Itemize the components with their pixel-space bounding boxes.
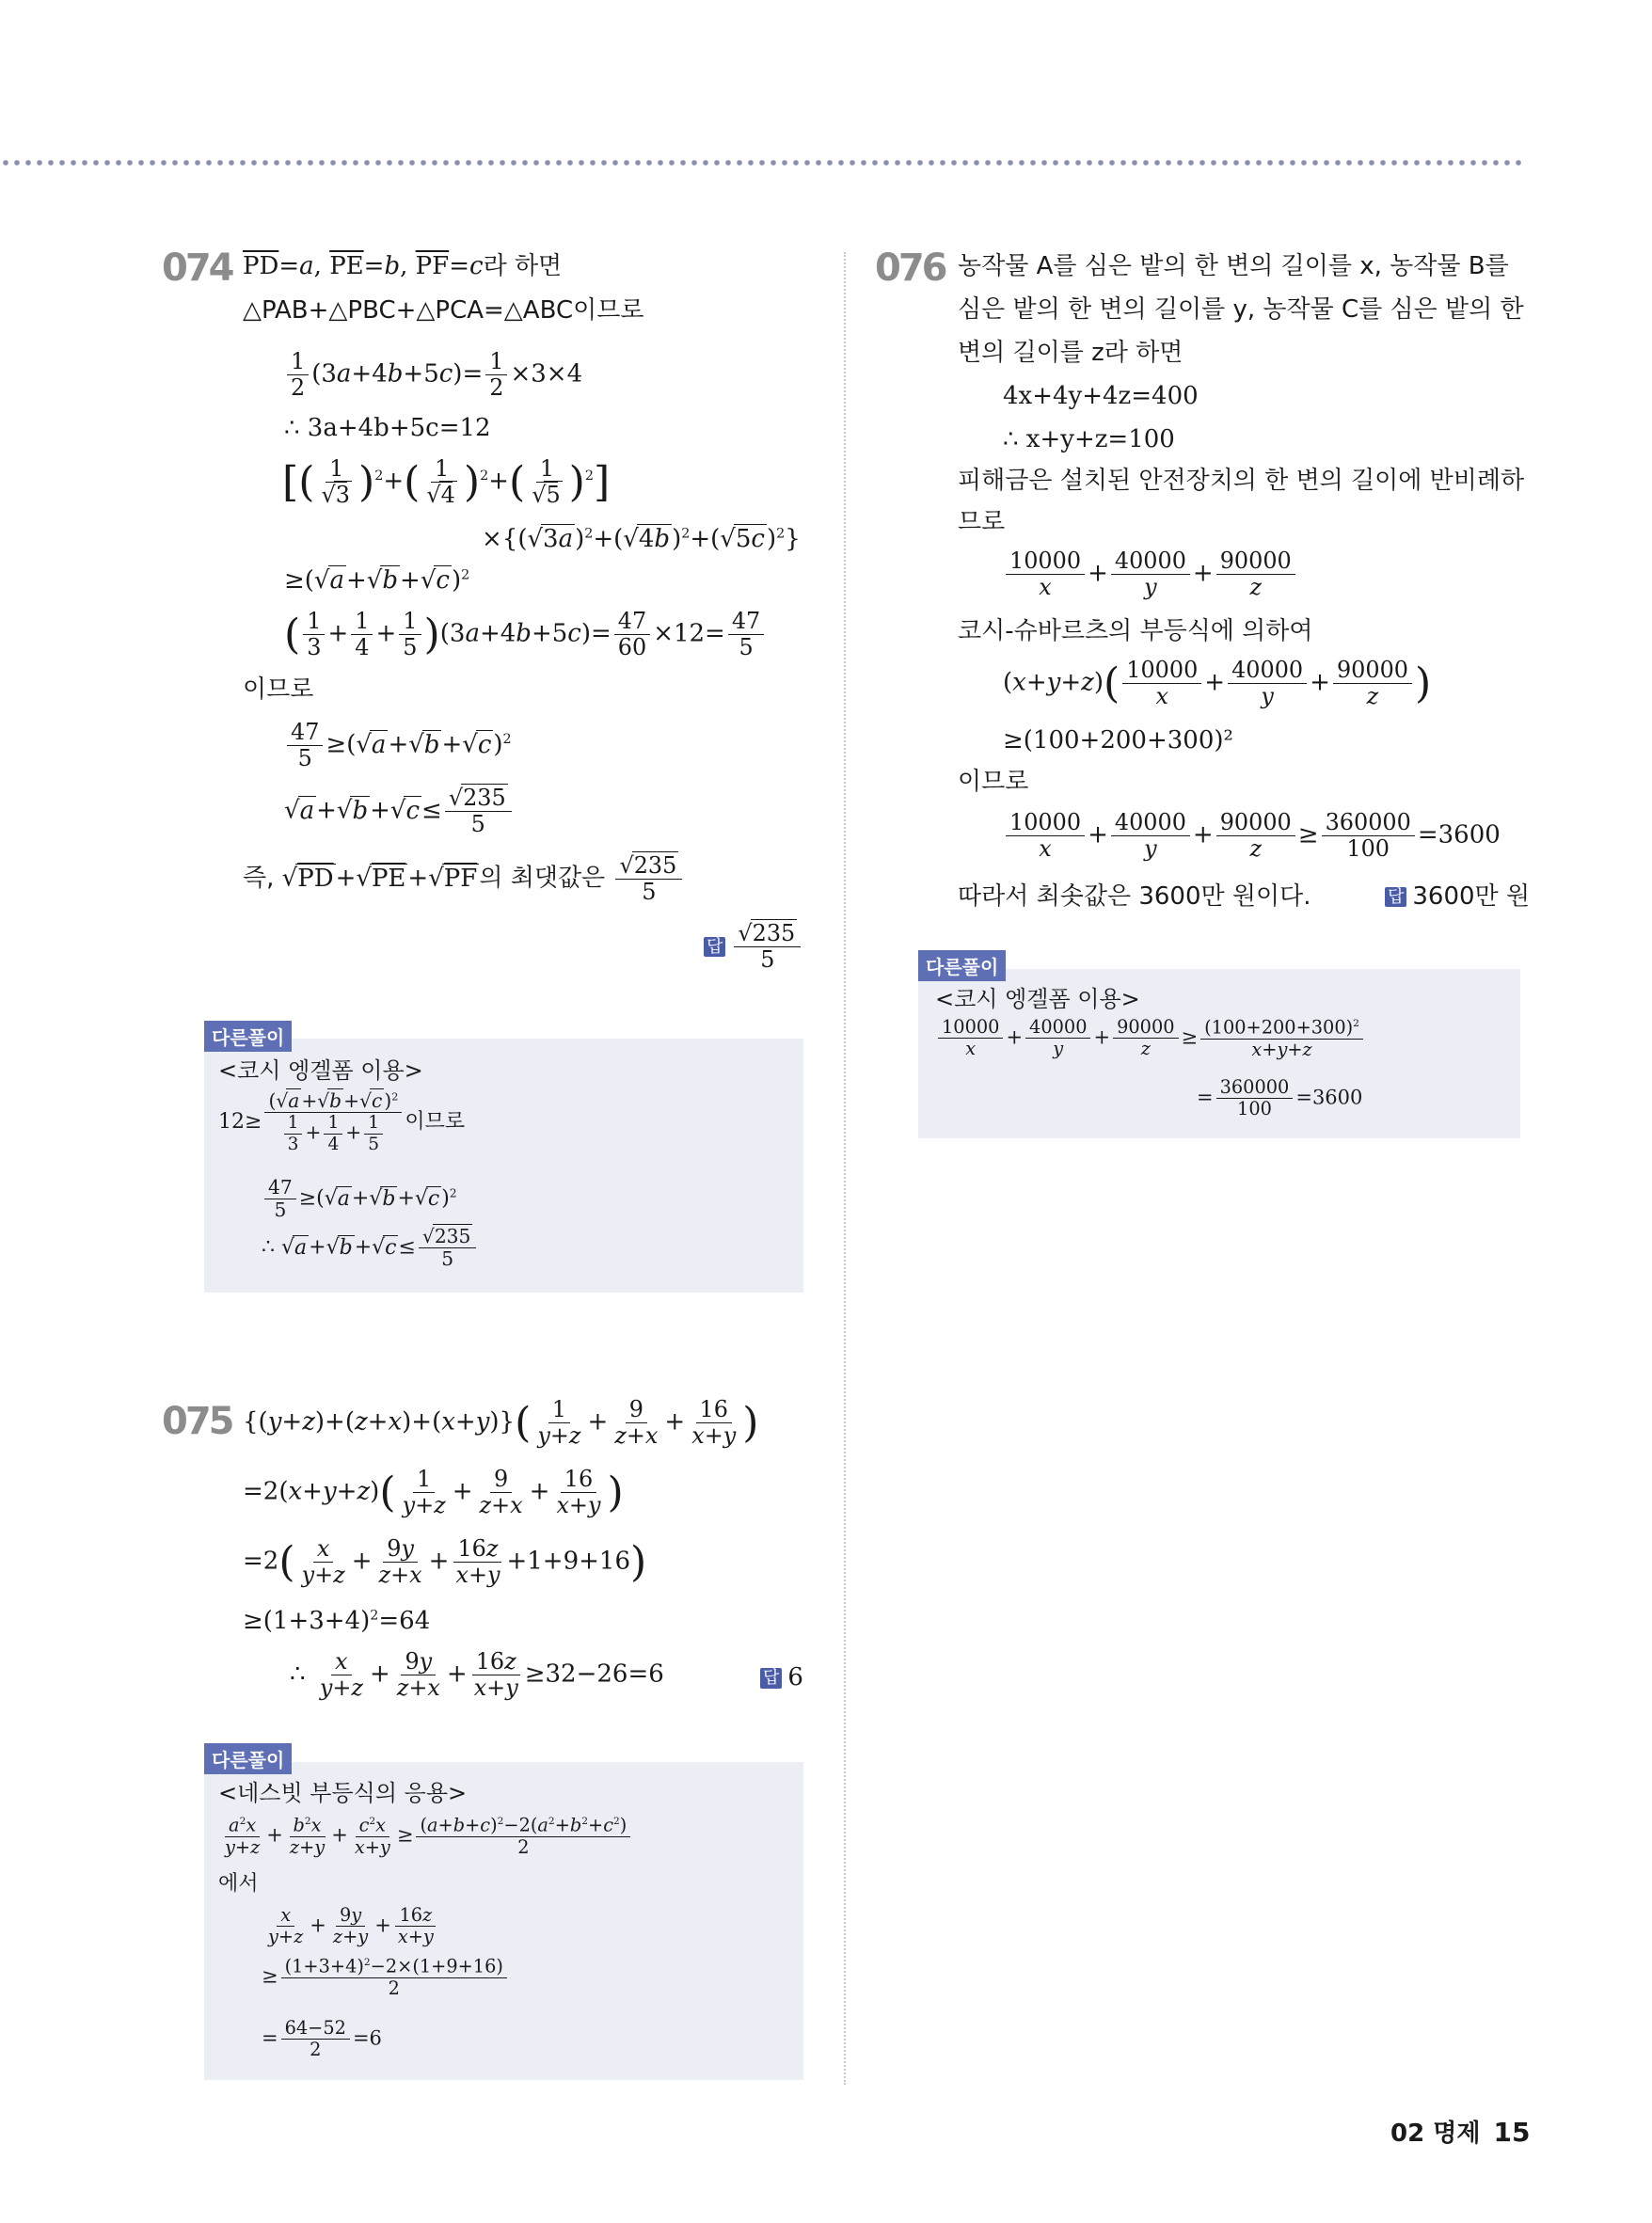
column-divider (844, 252, 846, 2085)
problem-number-076: 076 (875, 246, 945, 290)
p076-line-7: 이므로 (958, 768, 1029, 796)
p075-alt-title: <네스빗 부등식의 응용> (218, 1780, 468, 1806)
p076-alt-tag: 다른풀이 (918, 950, 1006, 981)
p074-therefore: 이므로 (243, 675, 314, 704)
p075-eq-3: =2( $\frac{x}{y+z}$ + $\frac{9y}{z+x}$ + $\frac{16z}{x+y}$ +1+9+16) (243, 1535, 647, 1589)
p076-line-1: 농작물 A를 심은 밭의 한 변의 길이를 x, 농작물 B를 (958, 252, 1509, 280)
p076-line-3: 변의 길이를 z라 하면 (958, 339, 1183, 367)
p076-alt-eq-2: = $\frac{360000}{100}$ =3600 (1197, 1076, 1363, 1120)
p075-answer: 답 6 (760, 1663, 803, 1692)
p074-answer: 답 $\frac{√235}{5}$ (704, 922, 803, 972)
p076-line-4: 피해금은 설치된 안전장치의 한 변의 길이에 반비례하 (958, 467, 1525, 495)
p075-alt-tag: 다른풀이 (204, 1743, 292, 1774)
p075-alt-eq-3: ≥ $\frac{(1+3+4)^2-2\times(1+9+16)}{2}$ (262, 1957, 510, 1998)
p074-alt-eq-3: ∴ √a+√b+√c≤ $\frac{√235}{5}$ (262, 1227, 479, 1269)
p076-answer: 답 3600만 원 (1385, 882, 1530, 912)
p074-eq-8: √a+√b+√c≤ $\frac{√235}{5}$ (284, 786, 515, 836)
p074-eq-4: $\times\{(√3a)^2+(√4b)^2+(√5c)^2\}$ (482, 525, 801, 553)
top-dotted-rule (0, 158, 1524, 167)
p076-line-5: 므로 (958, 508, 1006, 536)
page-number: 15 (1493, 2117, 1531, 2148)
p074-alt-title: <코시 엥겔폼 이용> (218, 1057, 423, 1084)
p074-eq-1: $\frac{1}{2}$ (3a+4b+5c)= $\frac{1}{2}$ ×3×4 (284, 350, 582, 400)
p074-alt-tag: 다른풀이 (204, 1021, 292, 1052)
p076-alt-eq-1: $\frac{10000}{x}$ + $\frac{40000}{y}$ + $\frac{90000}{z}$ ≥ $\frac{(100+200+300)^2}{x+y+z}$ (935, 1018, 1366, 1059)
answer-badge: 답 (760, 1668, 782, 1689)
p075-alt-eq-1: $\frac{a^2x}{y+z}$ + $\frac{b^2x}{z+y}$ + $\frac{c^2x}{x+y}$ ≥ $\frac{(a+b+c)^2-2(a^2+b^2+c^2)}{2}$ (218, 1816, 633, 1857)
page-footer (1390, 2114, 1530, 2149)
p076-eq-3: $\frac{10000}{x}$ + $\frac{40000}{y}$ + $\frac{90000}{z}$ (1003, 549, 1298, 599)
p076-eq-2: ∴ x+y+z=100 (1003, 425, 1175, 453)
p076-line-6: 코시-슈바르츠의 부등식에 의하여 (958, 617, 1313, 645)
p076-alt-title: <코시 엥겔폼 이용> (935, 986, 1140, 1012)
p074-eq-5: $\ge(√a+√b+√c)^2$ (284, 566, 470, 595)
p075-eq-4: $\ge(1+3+4)^2=64$ (243, 1607, 431, 1635)
p074-conclusion: 즉, √PD+√PE+√PF의 최댓값은 $\frac{√235}{5}$ (243, 854, 685, 904)
p074-alt-eq-2: $\frac{47}{5}$ $\ge(√a+√b+√c)^2$ (262, 1178, 457, 1220)
answer-badge: 답 (1385, 887, 1406, 908)
p074-line-2: △PAB+△PBC+△PCA=△ABC이므로 (243, 296, 644, 325)
p076-eq-6: $\frac{10000}{x}$ + $\frac{40000}{y}$ + $\frac{90000}{z}$ ≥ $\frac{360000}{100}$ =3600 (1003, 811, 1501, 861)
chapter-label: 02 명제 (1390, 2120, 1481, 2148)
p076-line-8: 따라서 최솟값은 3600만 원이다. (958, 882, 1311, 911)
p074-eq-3: [( $\frac{1}{√3}$ )$^2$+( $\frac{1}{√4}$ )$^2$+( $\frac{1}{√5}$ )$^2$] (282, 455, 611, 509)
p076-line-2: 심은 밭의 한 변의 길이를 y, 농작물 C를 심은 밭의 한 (958, 295, 1524, 324)
p074-alt-eq-1: 12≥ $(√a+√b+√c)^2$ $\frac{1}{3}$ + $\frac{1}{4}$ + $\frac{1}{5}$ 이므로 (218, 1089, 466, 1154)
problem-number-074: 074 (162, 246, 232, 290)
p074-eq-6: ( $\frac{1}{3}$ + $\frac{1}{4}$ + $\frac{1}{5}$ )(3a+4b+5c)= $\frac{47}{60}$ ×12= $\frac{47}{5}$ (284, 610, 767, 659)
p075-alt-from: 에서 (218, 1872, 259, 1896)
p075-alt-eq-2: $\frac{x}{y+z}$ + $\frac{9y}{z+y}$ + $\frac{16z}{x+y}$ (262, 1906, 440, 1947)
p076-eq-1: 4x+4y+4z=400 (1003, 382, 1199, 410)
p074-line-1: $\overline{PD}=a$, $\overline{PE}=b$, $\overline{PF}=c$라 하면 (243, 252, 563, 280)
p075-eq-2: =2(x+y+z)( $\frac{1}{y+z}$ + $\frac{9}{z+x}$ + $\frac{16}{x+y}$ ) (243, 1466, 624, 1519)
p075-alt-eq-4: = $\frac{64-52}{2}$ =6 (262, 2017, 382, 2061)
p076-eq-5: ≥(100+200+300)² (1003, 726, 1233, 754)
problem-number-075: 075 (162, 1400, 232, 1443)
p075-eq-1: {(y+z)+(z+x)+(x+y)}( $\frac{1}{y+z}$ + $\frac{9}{z+x}$ + $\frac{16}{x+y}$ ) (243, 1396, 759, 1450)
p074-eq-2: ∴ 3a+4b+5c=12 (284, 414, 491, 442)
p075-eq-5: ∴ $\frac{x}{y+z}$ + $\frac{9y}{z+x}$ + $\frac{16z}{x+y}$ ≥32−26=6 (290, 1648, 664, 1702)
p076-eq-4: (x+y+z)( $\frac{10000}{x}$ + $\frac{40000}{y}$ + $\frac{90000}{z}$ ) (1003, 657, 1432, 710)
answer-badge: 답 (704, 937, 725, 958)
p074-eq-7: $\frac{47}{5}$ $\ge(√a+√b+√c)^2$ (284, 721, 512, 770)
